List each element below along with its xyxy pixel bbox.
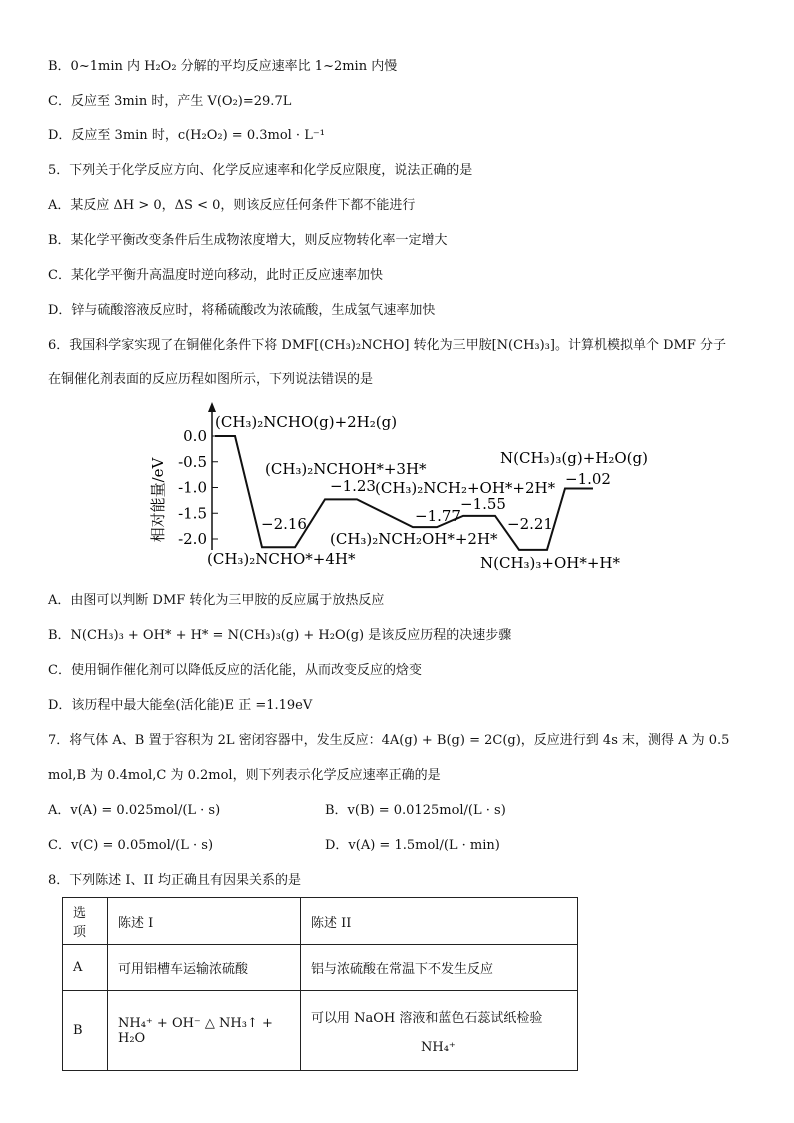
table-row [63,991,578,1071]
state-label-6: N(CH₃)₃(g)+H₂O(g) [500,449,648,467]
table-cell: NH₄⁺ + OH⁻ △ NH₃↑ + H₂O [108,991,301,1071]
state-label-4: (CH₃)₂NCH₂+OH*+2H* [375,479,556,497]
energy-label-3: −1.55 [460,495,506,513]
table-header-cell: 陈述 I [108,898,301,945]
energy-label-2: −1.77 [415,507,461,525]
option-5d: D．锌与硫酸溶液反应时，将稀硫酸改为浓硫酸，生成氢气速率加快 [48,303,436,318]
energy-label-0: −2.16 [261,515,307,533]
option-5a: A．某反应 ΔH > 0，ΔS < 0，则该反应任何条件下都不能进行 [48,198,416,213]
line-q4b: B．0~1min 内 H₂O₂ 分解的平均反应速率比 1~2min 内慢 [48,59,398,74]
option-7b: B．v(B) = 0.0125mol/(L · s) [325,803,506,818]
table-cell: 可用铝槽车运输浓硫酸 [108,945,301,991]
state-label-2: (CH₃)₂NCHOH*+3H* [265,460,427,478]
option-6c: C．使用铜作催化剂可以降低反应的活化能，从而改变反应的焓变 [48,663,422,678]
option-7d: D．v(A) = 1.5mol/(L · min) [325,838,500,853]
question-7-line1: 7．将气体 A、B 置于容积为 2L 密闭容器中，发生反应：4A(g) + B(g) = 2C(g)，反应进行到 4s 末，测得 A 为 0.5 [48,733,730,748]
energy-profile-diagram [145,400,665,580]
table-cell: B [63,991,108,1071]
y-tick-label: -2.0 [178,530,207,548]
table-cell-line: NH₄⁺ [421,1039,456,1055]
state-label-0: (CH₃)₂NCHO(g)+2H₂(g) [215,413,398,431]
option-6b: B．N(CH₃)₃ + OH* + H* = N(CH₃)₃(g) + H₂O(g) 是该反应历程的决速步骤 [48,628,512,643]
table-row [63,945,578,991]
y-tick-label: 0.0 [183,427,207,445]
table-cell-multiline [301,991,578,1071]
energy-label-4: −2.21 [507,515,553,533]
line-q4d: D．反应至 3min 时，c(H₂O₂) = 0.3mol · L⁻¹ [48,128,325,143]
question-8-table [62,897,578,1071]
question-6-line2: 在铜催化剂表面的反应历程如图所示，下列说法错误的是 [48,372,374,387]
state-label-1: (CH₃)₂NCHO*+4H* [207,550,356,568]
state-label-3: (CH₃)₂NCH₂OH*+2H* [330,530,498,548]
table-cell-line: 可以用 NaOH 溶液和蓝色石蕊试纸检验 [311,1010,543,1026]
question-8: 8．下列陈述 I、II 均正确且有因果关系的是 [48,873,301,888]
y-tick-label: -1.5 [178,504,207,523]
y-axis-label: 相对能量/eV [149,457,167,543]
y-axis-arrow [208,402,216,412]
table-header-row [63,898,578,945]
question-7-line2: mol,B 为 0.4mol,C 为 0.2mol，则下列表示化学反应速率正确的是 [48,768,441,783]
option-6a: A．由图可以判断 DMF 转化为三甲胺的反应属于放热反应 [48,593,385,608]
table-header-cell: 陈述 II [301,898,578,945]
energy-label-1: −1.23 [330,477,376,495]
y-tick-label: -1.0 [178,478,207,497]
question-6-line1: 6．我国科学家实现了在铜催化条件下将 DMF[(CH₃)₂NCHO] 转化为三甲胺[N(CH₃)₃]。计算机模拟单个 DMF 分子 [48,338,726,353]
energy-label-5: −1.02 [565,470,611,488]
option-5c: C．某化学平衡升高温度时逆向移动，此时正反应速率加快 [48,268,383,283]
line-q4c: C．反应至 3min 时，产生 V(O₂)=29.7L [48,94,292,109]
table-cell: A [63,945,108,991]
option-7a: A．v(A) = 0.025mol/(L · s) [48,803,221,818]
y-tick-label: -0.5 [178,452,207,471]
table-header-cell: 选项 [63,898,108,945]
option-6d: D．该历程中最大能垒(活化能)E 正 =1.19eV [48,698,313,713]
question-5: 5．下列关于化学反应方向、化学反应速率和化学反应限度，说法正确的是 [48,163,473,178]
state-label-5: N(CH₃)₃+OH*+H* [480,554,621,572]
option-5b: B．某化学平衡改变条件后生成物浓度增大，则反应物转化率一定增大 [48,233,448,248]
table-cell: 铝与浓硫酸在常温下不发生反应 [301,945,578,991]
option-7c: C．v(C) = 0.05mol/(L · s) [48,838,214,853]
